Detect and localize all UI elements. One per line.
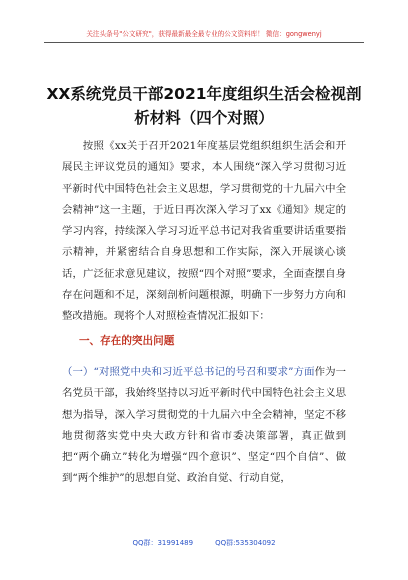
footer-qq-group-2: QQ群:535304092 <box>215 539 276 547</box>
subsection-body-text: 作为一名党员干部，我始终坚持以习近平新时代中国特色社会主义思想为指导，深入学习贯彻党的十九届六中全会精神，坚定不移地贯彻落实党中央大政方针和省市委决策部署，真正做到把“两个确立”转化为增强“四个意识”、坚定“四个自信”、做到“两个维护”的思想自觉、政治自觉、行动自觉， <box>62 366 347 485</box>
section-1-paragraph <box>62 362 346 490</box>
section-heading-problems: 一、存在的突出问题 <box>78 335 175 347</box>
document-title: XX系统党员干部2021年度组织生活会检视剖析材料（四个对照） <box>46 85 362 127</box>
top-banner: 关注头条号"公文研究"，获得最新最全最专业的公文资料库！ 微信：gongwenyj <box>44 26 364 43</box>
intro-paragraph: 按照《xx关于召开2021年度基层党组织组织生活会和开展民主评议党员的通知》要求，本人围绕“深入学习贯彻习近平新时代中国特色社会主义思想，学习贯彻党的十九届六中全会精神”这一主题，于近日再次深入学习了xx《通知》规定的学习内容，持续深入学习习近平总书记对我省重要讲话重要指示精神，并紧密结合自身思想和工作实际，深入开展谈心谈话，广泛征求意见建议，按照“四个对照”要求，全面查摆自身存在问题和不足，深刻剖析问题根源，明确下一步努力方向和整改措施。现将个人对照检查情况汇报如下： <box>62 140 346 323</box>
subsection-heading: （一）“对照党中央和习近平总书记的号召和要求”方面 <box>62 366 315 378</box>
footer-qq-group-1: QQ群：31991489 <box>132 539 194 547</box>
footer-contact <box>0 538 408 548</box>
